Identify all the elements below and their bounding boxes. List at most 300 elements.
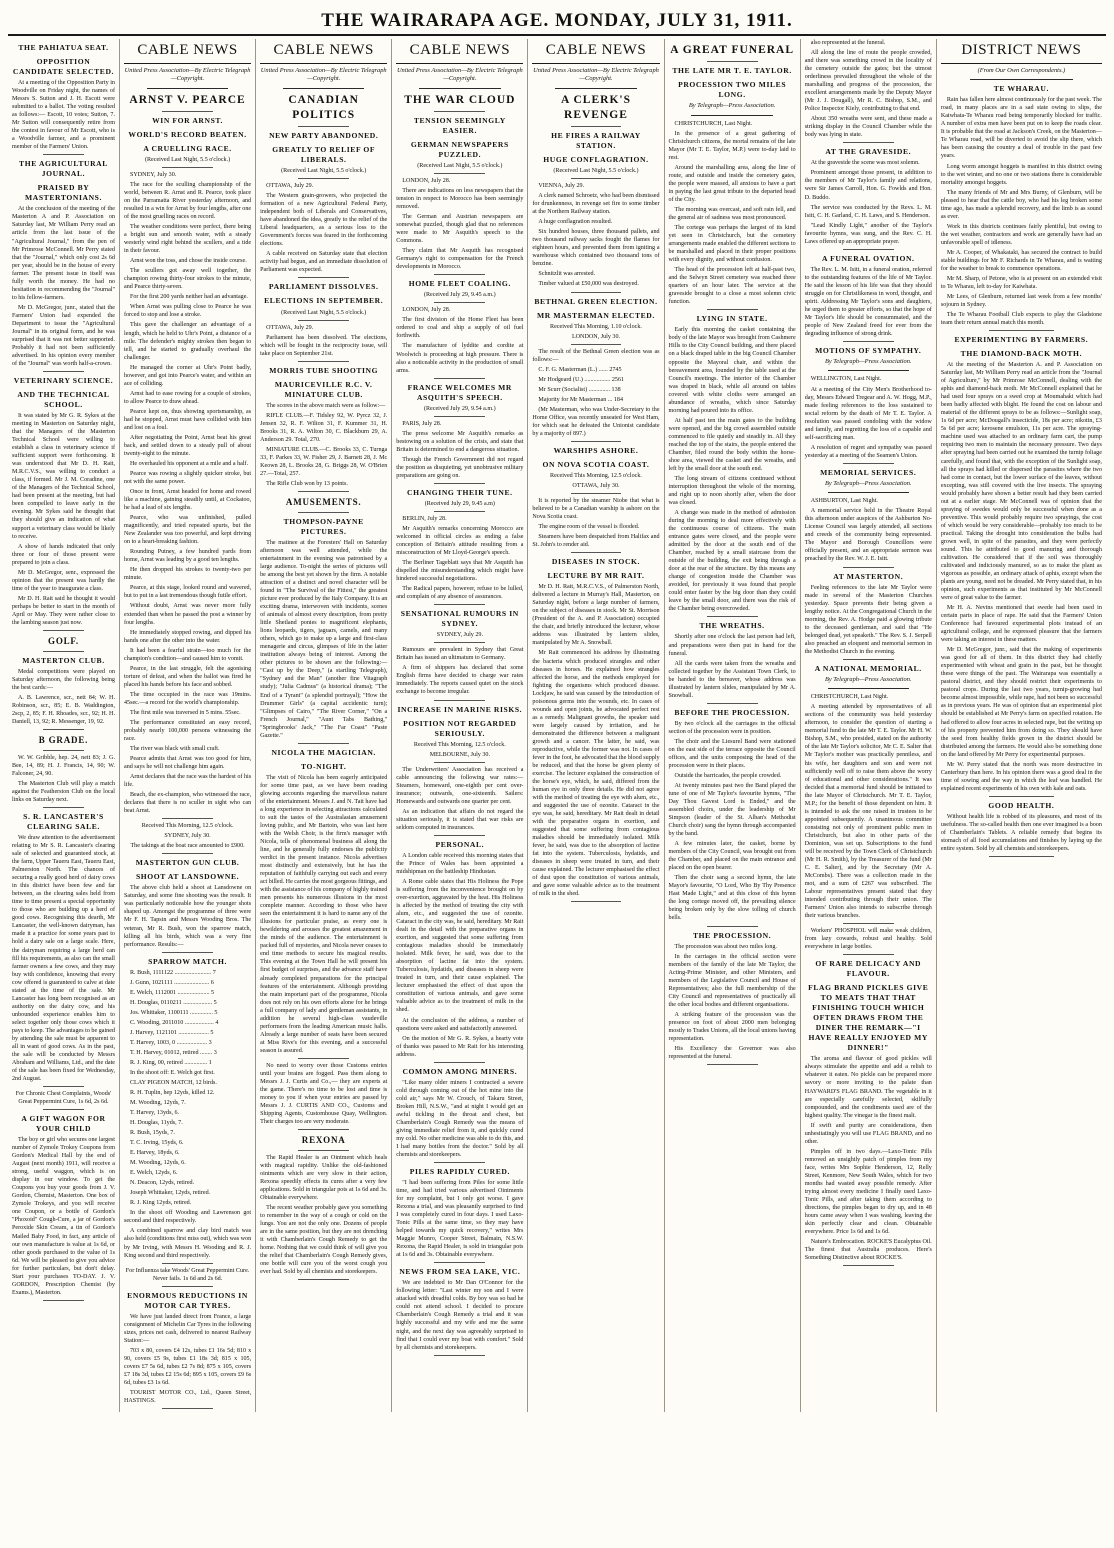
divider bbox=[707, 309, 758, 310]
article-paragraph: Received This Morning, 12.5 o'clock. bbox=[141, 823, 234, 830]
article-paragraph: OTTAWA, July 29. bbox=[266, 183, 314, 190]
divider bbox=[434, 274, 485, 275]
headline-secondary: REXONA bbox=[301, 1135, 346, 1146]
divider bbox=[434, 1162, 485, 1163]
subheading: ON NOVA SCOTIA COAST. bbox=[542, 459, 650, 469]
section-masthead: CABLE NEWS bbox=[396, 41, 523, 64]
article-paragraph: Mr Lees, of Glenburn, returned last week from a few months' sojourn in Sydney. bbox=[940, 293, 1102, 309]
article-paragraph: For Chronic Chest Complaints, Woods' Great Peppermint Cure, 1s 6d, 2s 6d. bbox=[15, 1091, 112, 1106]
subheading: LYING IN STATE. bbox=[696, 314, 768, 324]
article-paragraph: The takings at the boat race amounted to £900. bbox=[130, 843, 245, 850]
article-paragraph: Mr Asquith's remarks concerning Morocco are welcomed in official circles as ending a false conception of Britain's attitude resulting from a misconstruction of Mr Lloyd-George's speech. bbox=[396, 525, 524, 557]
article-paragraph: SYDNEY, July 29. bbox=[436, 632, 483, 639]
subheading: A NATIONAL MEMORIAL. bbox=[814, 663, 922, 673]
article-paragraph: A meeting attended by representatives of all sections of the community was held yesterday afternoon, to consider the question of starting a memorial fund to the late Mr T. E. Taylor. Mr H. W. Bishop, S.M., who presided, stated on the authority of the late Mr Taylor's solicitor, Mr C. E. Salter that Mr Taylor's mother was practically penniless, and his wife, her daughters and son and were not sufficiently well off to raise them above the worry of educational and other considerations." It was decided that a memorial fund should be initiated to the late Mayor of Christchurch. Mr T. E. Taylor, M.P.; for the benefit of those dependent on him. It is intended to ask the one raised in trustees to be appointed subsequently. A unanimous committee consisting not only of prominent public men in Christchurch, but also in other parts of the Dominion, was set up. Subscriptions to the fund will be received by the Town Clerk of Christchurch (Mr H. R. Smith), by the Treasurer of the fund (Mr C. E. Salter), and by the Secretary (Mr A. McCombs). There was a collection made in the mot, and a sum of £267 was subscribed. The Labour representatives present stated that they intended contributing through their union. The Farmers' Union also intends to subscribe through their various branches. bbox=[804, 704, 932, 920]
article-paragraph: It is reported by the steamer Niobe that what is believed to be a Canadian warship is ashore on the Nova Scotia coast. bbox=[532, 498, 660, 521]
divider bbox=[843, 567, 894, 568]
divider bbox=[843, 659, 894, 660]
article-paragraph: Rumours are prevalent in Sydney that Great Britain has issued an ultimatum to Germany. bbox=[396, 647, 524, 662]
article-paragraph: OTTAWA, July 29. bbox=[266, 324, 314, 331]
article-paragraph: Workers' PHOSPHOL will make weak children, from lazy cowards, robust and healthy. Sold everywhere in large bottles. bbox=[804, 928, 932, 951]
article-paragraph: Mr D. McGregor, junr., said that the making of experiments was good for all of them. In this district they had chiefly experimented with wheat and grain in the past, but he thought these were things of the past. The Wairarapa was essentially a pastoral district, and they should restrict their experiments to pastoral crops. During the last two years, turnip-growing had become almost impossible, while rape, had not been so successful as in previous years. He was of opinion that an experimental plot should be established at Mr Perry's farm on specified rotation. He had offered to allow four acres in selected rape, but the writing up of his property prevented him from doing so. They should have the seed from healthy fields grown in the district should be distributed among the farmers. He would also be something done on the land offered by Mr Perry for experimental purposes. bbox=[940, 647, 1102, 758]
article-paragraph: T. Harvey, 13yds, 6. bbox=[129, 1110, 180, 1117]
headline-primary: THE WAR CLOUD bbox=[404, 93, 516, 106]
section-credit: (From Our Own Correspondents.) bbox=[977, 66, 1066, 74]
columns-container bbox=[8, 39, 1106, 1412]
divider bbox=[434, 173, 485, 174]
article-paragraph: A clerk named Schroetz, who had been dismissed for drunkenness, in revenge set fire to some timber at the Northern Railway station. bbox=[532, 193, 660, 216]
divider bbox=[147, 88, 228, 89]
article-paragraph: At a meeting of the Opposition Party in Woodville on Friday night, the names of Messrs S. Sutton and J. H. Escott were submitted to a ballot. The voting resulted as follows:— Escott, 10 votes; Sutton, 7. Mr Sutton will consequently retire from the contest in favour of Mr Escott, who is a Woodville farmer, and a prominent member of the Farmers' Union. bbox=[12, 80, 115, 151]
article-paragraph: This gave the challenger an advantage of a length, which he held to Uhr's Point, a distance of a mile. The defender's mighty strokes then began to tell, and he started to gradually overhaul the challenger. bbox=[123, 322, 252, 361]
article-paragraph: The Underwriters' Association has received a cable announcing the following war rates:— Steamers, homeward, one-eighth per cent over-insurance; outwards, one-sixteenth. Sailers: Homewards and outwards one quarter per cent. bbox=[396, 766, 524, 805]
subheading: SENSATIONAL RUMOURS IN SYDNEY. bbox=[400, 609, 519, 629]
article-paragraph: Received This Morning, 12.5 o'clock. bbox=[550, 472, 642, 479]
article-paragraph: A few minutes later, the casket, borne by members of the City Council, was brought out from the Chamber, and placed on the main entrance and placed on the open bearer. bbox=[668, 841, 796, 872]
article-paragraph: TOURIST MOTOR CO., Ltd., Queen Street, HASTINGS. bbox=[123, 1389, 252, 1404]
headline-secondary: AMUSEMENTS. bbox=[285, 497, 362, 508]
article-paragraph: He managed the corner at Uhr's Point badly, however, and got into Pearce's water, and within an ace of colliding. bbox=[123, 364, 252, 387]
subheading: LECTURE BY MR RAIT. bbox=[547, 571, 645, 581]
divider bbox=[843, 341, 894, 342]
article-paragraph: T. C. Irving, 15yds, 6. bbox=[129, 1140, 184, 1147]
article-paragraph: Nature's Embrocation. ROCKE'S Eucalyptus Oil. The finest that Australia produces. Here's Something Distinctive about ROCKE'S. bbox=[804, 1239, 932, 1262]
article-paragraph: After negotiating the Point, Arnst beat his great back, and settled down to a steady pull of about twenty-eight to the minute. bbox=[123, 434, 252, 457]
article-paragraph: C. F. G. Masterman (L.) ...... 2745 bbox=[538, 366, 622, 373]
subheading: SHOOT AT LANSDOWNE. bbox=[135, 872, 240, 882]
article-paragraph: The aroma and flavour of good pickles will always stimulate the appetite and add a relish to whatever it eaten. No pickle can be prepared more savory or more inviting to the palate than HAYWARD'S FLAG BRAND. The vegetable in it are especially carefully selected, skilfully compounded, and the condiments used are of the highest quality. The vinegar is the finest malt. bbox=[804, 1056, 932, 1119]
article-paragraph: At the graveside the scene was most solemn. bbox=[810, 160, 920, 167]
article-paragraph: "Like many older miners I contracted a severe cold through coming out of the hot mine into the cold air," says Mr W. Crouch, of Takaru Street, Broken Hill, N.S.W., "and at night I would get an awful tickling in the throat and chest, but Chamberlain's Cough Remedy was the means of giving immediate relief from it, and quickly cured my cold. No other medicine was able to do this, and I had many bottles from the doctor." Sold by all chemists and storekeepers. bbox=[396, 1079, 524, 1158]
divider bbox=[843, 923, 894, 924]
article-paragraph: The Berliner Tageblatt says that Mr Asquith has dispelled the misunderstanding which might have hindered successful negotiations. bbox=[396, 560, 524, 583]
article-paragraph: ASHBURTON, Last Night. bbox=[810, 498, 878, 505]
column-1 bbox=[8, 39, 120, 1412]
article-paragraph: Mr Scurr (Socialist) .............. 138 bbox=[538, 386, 621, 393]
subheading: OPPOSITION CANDIDATE SELECTED. bbox=[12, 57, 115, 77]
article-paragraph: No need to worry over those Customs entries until your brains are fogged. Pass them along to Messrs J. J. Curtis and Co.,— they are experts at the game. There's no time to be lost and time is money to you if when your entries are passed by Messrs J. J. CURTIS AND CO., Customs and Shipping Agents, Customhouse Quay, Wellington. Their charges too are very moderate. bbox=[260, 1062, 388, 1126]
article-paragraph: The service was conducted by the Revs. L. M. Isitt, C. H. Garland, C. H. Laws, and S. Henderson. bbox=[804, 204, 932, 219]
divider bbox=[707, 61, 758, 62]
divider bbox=[162, 1263, 213, 1264]
subheading: AT THE GRAVESIDE. bbox=[825, 147, 912, 157]
divider bbox=[843, 142, 894, 143]
divider bbox=[434, 302, 485, 303]
divider bbox=[162, 167, 213, 168]
divider bbox=[43, 1086, 84, 1087]
divider bbox=[828, 688, 909, 689]
subheading: NEW PARTY ABANDONED. bbox=[269, 131, 379, 141]
article-paragraph: The many friends of Mr and Mrs Burny, of Glenburn, will be pleased to hear that the cattle boy, who had his leg broken some time ago, has made a splendid recovery, and the limb is as sound as ever. bbox=[940, 189, 1102, 220]
article-paragraph: The matinee at the Foresters' Hall on Saturday afternoon was well attended, while the entertainment in the evening was patronised by a large audience. To-night the series of pictures will be among the best yet shown by the firm. A notable attraction of a distinct and novel character will be found in "The Survival of the Fittest," the greatest picture ever produced by the Italy Company. It is an exciting drama, interwoven with incidents, scenes of animals of almost every description, from pretty little Shetland ponies to magnificent elephants, lions leopards, tigers, jaguars, camels, and many others, which go to make up a large and first-class menagerie and circus, glimpses of life in the latter institution always being of interest. Among the other pictures to be shown are the following:— "Cast up by the Deep," (a startling Telegraph), "Sydney and the Man" (another fine Vitagraph study); "Julia Cadmus" (a historical drama); "The End of a Tyrant" (a splendid portrayal); "How the Drummer Girls" (a capital accidentic turn); "Glimpses of Cairo," "The River Corner," "On a French Journal," "Aunt Tabs Bathing," "Springbrooks' Jack," "The Far Coast" "Paste Gazette." bbox=[260, 539, 388, 739]
divider bbox=[571, 126, 622, 127]
divider bbox=[298, 277, 349, 278]
article-paragraph: CHRISTCHURCH, Last Night. bbox=[810, 694, 889, 701]
article-paragraph: The scores in the above match were as follow:— bbox=[266, 402, 386, 409]
article-paragraph: R. J. King, 00, retired ............... 1 bbox=[129, 1059, 212, 1066]
divider bbox=[434, 511, 485, 512]
article-paragraph: Pearce was rowing a slightly quicker stroke, but not with the same power. bbox=[123, 471, 252, 486]
section-credit: By Telegraph—Press Association. bbox=[824, 675, 912, 683]
article-paragraph: The first mile was traversed in 5 mins. 55sec. bbox=[129, 709, 241, 716]
subheading: ENORMOUS REDUCTIONS IN MOTOR CAR TYRES. bbox=[127, 1290, 248, 1310]
subheading: THE WREATHS. bbox=[699, 621, 765, 631]
subheading: MASTERTON CLUB. bbox=[22, 655, 105, 665]
article-paragraph: H. Douglas, 0110211 ................... 5 bbox=[129, 999, 217, 1006]
divider bbox=[298, 1279, 349, 1280]
article-paragraph: We are indebted to Mr Dan O'Connor for the following letter: "Last winter my son and I were attacked with dreadful colds. By boy was so bad he could not attend school. I decided to procure Chamberlain's Cough Remedy a trial and it was highly successful and my wife and me the same night, and the next day was agreeably surprised to find that I could ever my boat with comfort." Sold by all chemists and storekeepers. bbox=[396, 1280, 524, 1351]
article-paragraph: A Rome cable states that His Holiness the Pope is suffering from the inconvenience brought on by over-exertion, aggravated by the heat. His Holiness is affected by the method of treating the city with alum, etc., and suggested the use of ozonite. Cataract in the city was, he said, hereditary. Mr Rait dealt in the detail with the preparative organs in exertion, and suggested that some suffering from contagious maladies should be immediately isolated. Milk fever, he said, was due to the absorption of lactine fat into the system. Tuberculosis, hydatids, and diseases in sheep were treated in turn, and their cause explained. The lecturer emphasised the effect of dust upon the constitution of various animals, and gave some valuable advice as to the treatment of milk in the shed. bbox=[396, 878, 524, 1014]
article-paragraph: Arnst won the toss, and chose the inside course. bbox=[129, 258, 247, 265]
article-paragraph: C. Wooding, 2011010 ................... 4 bbox=[129, 1019, 219, 1026]
divider bbox=[434, 700, 485, 701]
section-credit: United Press Association—By Electric Telegraph—Copyright. bbox=[396, 66, 523, 83]
subheading: AT MASTERTON. bbox=[833, 571, 904, 581]
divider bbox=[162, 1286, 213, 1287]
article-paragraph: A cable received on Saturday state that election activity had begun, and an immediate dissolution of Parliament was expected. bbox=[260, 251, 388, 274]
subheading: MOTIONS OF SYMPATHY. bbox=[815, 346, 922, 355]
article-paragraph: The race for the sculling championship of the world, between R. Arnst and R. Pearce, took place on the Parramatta River yesterday afternoon, and resulted in a win for Arnst by four lengths, after one of the most gruelling races on record. bbox=[123, 181, 252, 221]
article-paragraph: PARIS, July 28. bbox=[402, 420, 442, 427]
article-paragraph: Mr W. Perry stated that the north was more destructive in Canterbury than here. In his opinion there was a good deal in the time of sowing and the way in which the leaf was handled. He explained recent experiments of his own with kale and oats. bbox=[940, 761, 1102, 792]
divider bbox=[434, 416, 485, 417]
article-paragraph: He immediately stopped rowing, and dipped his hands one after the other into the water. bbox=[123, 629, 252, 644]
article-paragraph: The visit of Nicola has been eagerly anticipated for some time past, as we have been reading glowing accounts regarding the marvellous nature of the entertainment. Messrs J. and N. Tait have had a long experience in selecting attractions calculated to suit the tastes of the Australasian amusement loving public, and Mr Bartoin, who was last here with the Welsh Choir, is the firm's manager with Nicola, tells of phenomenal business all along the line, and he generally fully endorses the publicity verdict in the present instance. Nicola advertises most distinctly and extensively, but he has the reputation of faithfully carrying out each and every act billed. He carries the most gorgeous fittings, and with the assistance of his company of highly trained men presents his numerous illusions in the most complete manner. According to those who have seen the entertainment it is hard to name any of the illusions for particular praise, as every one is bewildering and arouses the greatest amazement in the minds of the audience. The entertainment is packed full of mysteries, and Nicola never ceases to end time methods to secure his magical results. This evening at the Town Hall he will present his first budget of surprises, and the advance staff have already completed preparations for the principal features of the entertainment. Although providing the main important part of the programme, Nicola does not rely on his own efforts alone for he brings a full company of lady and gentleman assistants, in addition he several high-class vaudeville performers from the leading American music halls. Already a large number of seats have been secured at Miss Rive's for this evening, and a successful season is assured. bbox=[260, 774, 388, 1054]
subheading: PRAISED BY MASTERTONIANS. bbox=[25, 183, 102, 203]
subheading: HOME FLEET COALING. bbox=[408, 279, 511, 289]
divider bbox=[707, 1064, 758, 1065]
article-paragraph: At twenty minutes past two the Band played the tune of one of Mr Taylor's favourite hymns, "The Day Thou Gavest Lord is Ended," and the assembled choirs, under the leadership of Mr Simpson (leader of the St. Alban's Methodist Church choir) sang the hymn through accompanied by the band. bbox=[668, 782, 796, 838]
article-paragraph: Mr Hodgeard (U.) ................. 2561 bbox=[538, 376, 625, 383]
article-paragraph: At half past ten the main gates to the building were opened, and the big crowd assembled outside commenced to file quietly and steadily in. All they reached the top of the stairs, the people entered the Chamber, filed round the body within the horse-shoe area, viewed the casket and the wreaths, and left by the small door at the south end. bbox=[668, 417, 796, 472]
subheading: CHANGING THEIR TUNE. bbox=[407, 487, 513, 497]
article-paragraph: Without health life is robbed of its pleasures, and most of its usefulness. The so-called health then one ever imagined is a boon of Chamberlain's Tablets. A reliable remedy that begins its stomach of all food accumulations and finishes by laying up the entire system. Sold by all chemists and storekeepers. bbox=[940, 813, 1102, 852]
subheading: A FUNERAL OVATION. bbox=[821, 253, 915, 263]
article-paragraph: Mr A. Cooper, of Whakataki, has secured the contract to build stable buildings for Mr F. Richards in Te Wharau, and is waiting for the weather to break to commence operations. bbox=[940, 249, 1102, 272]
divider bbox=[43, 807, 84, 808]
headline-secondary: GOLF. bbox=[48, 635, 79, 646]
subheading: HE FIRES A RAILWAY STATION. bbox=[551, 131, 641, 151]
article-paragraph: The procession was about two miles long. bbox=[674, 943, 777, 950]
article-paragraph: also represented at the funeral. bbox=[810, 40, 886, 46]
article-paragraph: For Influenza take Woods' Great Peppermint Cure. Never fails. 1s 6d and 2s 6d. bbox=[125, 1267, 250, 1282]
article-paragraph: All along the line of route the people crowded, and there was something crowd in the locality of the cemetery outside the gates; but the utmost orderliness prevailed throughout the whole of the marshalling and progress of the procession, the excellent arrangements made by the Deputy Mayor (Mr J. J. Dougall), Mr R. C. Bishop, S.M., and Police Inspector Kiely, contributing to that end. bbox=[804, 50, 932, 113]
divider bbox=[43, 750, 84, 751]
article-paragraph: R. Bush, 1111122 ........................ 7 bbox=[129, 969, 216, 976]
divider bbox=[843, 954, 894, 955]
subheading: MR MASTERMAN ELECTED. bbox=[537, 310, 655, 320]
divider bbox=[707, 703, 758, 704]
article-paragraph: The scullers got away well together, the champion rowing thirty-four strokes to the minute, and Pearce thirty-seven. bbox=[123, 268, 252, 291]
article-paragraph: "I had been suffering from Piles for some little time, and had tried various advertised Ointments for my complaint, but I only got worse. I gave Rexona a trial, and was pleasantly surprised to find I was completely cured in four days. I used Laxo-Tonic Pills at the same time, so they may have helped towards my quick recovery," writes Mrs Maggie Munro, Cooper Street, Balmain, N.S.W. Rexona, the Rapid Healer, is sold in triangular pots at 1s 6d and 3s. Obtainable everywhere. bbox=[396, 1180, 524, 1259]
article-paragraph: Pearce admits that Arnst was too good for him, and says he will not challenge him again. bbox=[123, 756, 252, 771]
column-3 bbox=[256, 39, 392, 1412]
subheading: MORRIS TUBE SHOOTING bbox=[269, 365, 379, 375]
divider bbox=[43, 371, 84, 372]
divider bbox=[989, 330, 1053, 331]
subheading: BEFORE THE PROCESSION. bbox=[674, 707, 790, 717]
article-paragraph: The choir and the Liesurel Band were stationed on the east side of the terrace opposite the Council offices, and the units composing the head of the procession were in their places. bbox=[668, 738, 796, 769]
article-paragraph: R. H. Tuplin, hep 12yds, killed 12. bbox=[129, 1090, 215, 1096]
subheading: THOMPSON-PAYNE PICTURES. bbox=[283, 516, 364, 536]
article-paragraph: 703 x 80, covers £4 12s, tubes £1 16s 5d; 810 x 90, covers £5 9s, tubes £1 18s 3d; 815 x 105, covers £7 5s 6d, tubes £2 7s 8d; 875 x 105, covers £7 18s 3d, tubes £2 15s 6d; 895 x 105, covers £9 6s 6d, tubes £3 1s 6d. bbox=[123, 1347, 252, 1386]
article-paragraph: Mr H. A. Nevins mentioned that swede had been used in certain parts in place of rape. He said that the Farmers' Union Conference had favoured experimental plots instead of an agricultural college, and he expressed pleasure that the farmers were taking an interest in these matters. bbox=[940, 605, 1102, 644]
divider bbox=[571, 552, 622, 553]
article-paragraph: E. Welch, 12yds, 6. bbox=[129, 1170, 178, 1177]
article-paragraph: A combined sparrow and clay bird match was also held (conditions first miss out), which was won by Mr Irving, with Messrs H. Wooding and R. J. King second and third respectively. bbox=[123, 1228, 252, 1259]
subheading: PERSONAL. bbox=[435, 839, 485, 849]
article-paragraph: VIENNA, July 29. bbox=[538, 183, 585, 190]
section-credit: By Telegraph—Press Association. bbox=[824, 479, 912, 487]
article-paragraph: The Rapid Healer is an Ointment which heals with magical rapidity. Unlike the old-fashioned ointments which are very slow in their action, Rexona speedily effects its cures after a very few applications. Sold in triangular pots at 1s 6d and 3s. Obtainable everywhere. bbox=[260, 1154, 388, 1202]
subheading: S. R. LANCASTER'S CLEARING SALE. bbox=[23, 812, 104, 832]
article-paragraph: R. J. King 12yds, retired. bbox=[129, 1200, 192, 1207]
column-5 bbox=[528, 39, 664, 1412]
divider bbox=[43, 630, 84, 631]
article-paragraph: Jos. Whittaker, 1100111 ............... 5 bbox=[129, 1009, 218, 1016]
article-paragraph: About 350 wreaths were sent, and these made a striking display in the Council Chamber while the body was lying in state. bbox=[804, 116, 932, 139]
divider bbox=[298, 126, 349, 127]
article-paragraph: The performance constituted an easy record, probably nearly 100,000 persons witnessing the race. bbox=[123, 719, 252, 742]
article-paragraph: The boy or girl who secures one largest number of Zymole Trokey Coupons from Gordon's Medical Hall by the end of August (next month) 1911, will receive a strong, useful waggon, which is on display in our window. To get the Coupons you buy your goods from J. V. Gordon, Chemist, Masterton. One box of Zymole Trokeys, and you will receive one Coupon, or a bottle of Gordon's "Phoxoid" Cough-Cure, a jar of Gordon's Peroxide Skin Cream, a tin of Gordon's Mailed Baby Food, in fact, any article of our own manufacture is value at 1s 6d, or other goods purchased to the value of 1s 6d. We will be pleased to give you advice for further particulars, but don't delay. Start your purchases TO-DAY. J. V. GORDON, Prescription Chemist (by Exams.), Masterton. bbox=[12, 1137, 115, 1296]
article-paragraph: Pearce, in the last struggle, felt the agonising torture of defeat, and when the ballot was fired he placed his hands before his face and sobbed. bbox=[123, 665, 252, 688]
article-paragraph: Beach, the ex-champion, who witnessed the race, declares that there is no sculler in sight who can beat Arnst. bbox=[123, 792, 252, 815]
section-masthead: DISTRICT NEWS bbox=[941, 41, 1102, 64]
subheading: BETHNAL GREEN ELECTION. bbox=[534, 296, 658, 306]
article-paragraph: WELLINGTON, Last Night. bbox=[810, 376, 882, 383]
article-paragraph: Feeling references to the late Mr Taylor were made in several of the Masterton Churches yesterday. Space prevents their being given a lengthy notice. At the Congregational Church in the morning, the Rev. A. Hodge paid a glowing tribute to the deceased gentleman, and said that "He belonged dead, yet speaketh." The Rev. S. J. Serpell also preached an eloquent and memorial sermon in the Methodist Church in the evening. bbox=[804, 584, 932, 655]
column-7 bbox=[801, 39, 937, 1412]
article-paragraph: Work in this districts continues fairly plentiful, but owing to the wet weather, contractors and work are generally have had an unfavorable spell of idleness. bbox=[940, 223, 1102, 246]
subheading: PROCESSION TWO MILES LONG. bbox=[678, 80, 787, 100]
subheading: THE LATE MR T. E. TAYLOR. bbox=[672, 66, 792, 76]
subheading: COMMON AMONG MINERS. bbox=[402, 1066, 518, 1076]
subheading: WIN FOR ARNST. bbox=[152, 115, 224, 125]
article-paragraph: Pimples off in two days.—Laxo-Tonic Pills removed an unsightly patch of pimples from my face, writes Mrs Sophie Henderson, 12, Relly Street, Kenmore, New South Wales, which for two months had wasted away possible remedy. After trying almost every medicine I finally used Laxo-Tonic Pills, and after taking them according to directions, the pimples began to dry up, and in 48 hours came away when I was washing, leaving the skin perfectly clear and clean. Obtainable everywhere. Price 1s 6d and 1s 6d. bbox=[804, 1148, 932, 1236]
article-paragraph: Mr D. McGregor, junr., stated that the Farmers' Union had expended the Department to issue the "Agricultural Journal" in its original form, and he was surprised that it was not better supported. Probably it had not been sufficiently advertised. In his opinion every member of the "Journal" was worth half-a-crown. bbox=[12, 304, 115, 367]
article-paragraph: Rain has fallen here almost continuously for the past week. The road, in many places are in a sad state owing to slips, the Kaiwhata-Te Wharau road being temporarily blocked for traffic. A number of extra men have been put on to keep the roads clear. It is probable that the road at Jackson's Creek, on the Masterton—Te Wharau road, will be diverted to avoid the slip there, which has been causing the country a deal of trouble in the past few years. bbox=[940, 97, 1102, 160]
article-paragraph: A. B. Lawrence, scr., nett 84; W. H. Robinson, scr., 85; E. B. Waddington, 2scp, 2, 85; F. H. Rhoades, scr., 92; H. H. Daniell, 13, 92; R. Messenger, 19, 92. bbox=[12, 694, 115, 725]
article-paragraph: In the shoot off Wooding and Lawrenson got second and third respectively. bbox=[123, 1210, 252, 1225]
column-6 bbox=[665, 39, 801, 1412]
article-paragraph: We draw attention to the advertisement relating to Mr S. R. Lancaster's clearing sale of selected and guaranteed stock, at the farm, Upper Taueru East, Taueru East, Palmerston North. The chances of securing a really good herd of dairy cows in this district have been few and far between, as the clearing sales held from time to time present a special opportunity to those who are building up a herd of good cows. Recognising this dearth, Mr Lancaster, the well-known dairyman, has made it a practice for some years past to hold a dairy sale on a large scale. Here, the dairyman requiring a large herd can fill his requirements, as also can the small farmer owners a few cows, and they may buy with confidence, knowing that every cow offered is guaranteed to calve at date stated at the time of the sale. Mr Lancaster has long been recognised as an authority on the dairy cow, and his unbounded experience enables him to select together only those cows which it pays to keep. The advantages to be gained by attending the sale must be apparent to all in want of good cows. As in the past, the sale will be conducted by Messrs Abraham and Williams, Ltd., and the date of the sale has been fixed for Wednesday, 2nd August. bbox=[12, 835, 115, 1083]
subheading: AND THE TECHNICAL SCHOOL. bbox=[17, 390, 110, 410]
divider bbox=[298, 1129, 349, 1130]
article-paragraph: T. Harvey, 1003, 0 .................... 3 bbox=[129, 1039, 212, 1046]
article-paragraph: N. Deacon, 12yds, retired. bbox=[129, 1180, 195, 1187]
article-paragraph: Arnst had to ease rowing for a couple of strokes, to allow Pearce to draw ahead. bbox=[123, 390, 252, 405]
article-paragraph: A London cable received this morning states that the Prince of Wales has been appointed a midshipman on the battleship Hindustan. bbox=[396, 852, 524, 875]
subheading: TE WHARAU. bbox=[993, 84, 1049, 94]
divider bbox=[571, 493, 622, 494]
subheading: FRANCE WELCOMES MR ASQUITH'S SPEECH. bbox=[407, 382, 512, 402]
divider bbox=[989, 856, 1053, 857]
article-paragraph: The morning was overcast, and soft rain fell, and the general air of sadness was most pronounced. bbox=[668, 206, 796, 222]
article-paragraph: At the conclusion of the address, a number of questions were asked and satisfactorily answered. bbox=[396, 1017, 524, 1032]
divider bbox=[843, 249, 894, 250]
article-paragraph: We have just landed direct from France, a large consignment of Michelin Car Tyres in the following sizes, prices net cash, delivered to nearest Railway Station:— bbox=[123, 1313, 252, 1344]
article-paragraph: Pearce, who was unfinished, pulled magnificently, and tried repeated spurts, but the New Zealander was too powerful, and kept driving on to a heart-breaking fashion. bbox=[123, 515, 252, 546]
subheading: GREATLY TO RELIEF OF LIBERALS. bbox=[272, 145, 376, 165]
subheading: A GIFT WAGON FOR YOUR CHILD bbox=[21, 1114, 106, 1134]
article-paragraph: For the first 200 yards neither had an advantage. bbox=[129, 294, 248, 301]
article-paragraph: CHRISTCHURCH, Last Night. bbox=[674, 120, 753, 127]
divider bbox=[434, 762, 485, 763]
article-paragraph: A striking feature of the procession was the presence on foot of about 2000 men belonging mostly to Trades Unions, all the local unions having representation. bbox=[668, 1011, 796, 1042]
article-paragraph: Medal competitions were played on Saturday afternoon, the following being the best cards:— bbox=[12, 668, 115, 691]
divider bbox=[843, 1265, 894, 1266]
divider bbox=[434, 1062, 485, 1063]
article-paragraph: The result of the Bethnal Green election was as follows:— bbox=[532, 348, 660, 363]
divider bbox=[162, 111, 213, 112]
subheading: POSITION NOT REGARDED SERIOUSLY. bbox=[403, 718, 517, 738]
article-paragraph: As an indication that affairs do not regard the situation seriously, it is stated that war risks are seldom computed in insurances. bbox=[396, 808, 524, 831]
article-paragraph: Though the French Government did not regard the position as disquieting, yet unobtrusive military preparations are going on. bbox=[396, 456, 524, 479]
article-paragraph: At the meeting of the Masterton A. and P. Association on Saturday last, Mr William Perry read an article from the "Journal of Agriculture," by Mr Primrose McConnell, dealing with the aphis and diamond-back moth. Mr McConnell explained that he had used four sprays on a swed crop at Moumahaki which had been badly affected with blight. He found the cost on labour and material of the different sprays to be as follows:—Sunlight soap, 1s 6d per acre; McDougall's insecticide, 18s per acre; nikotin, £3 5s 6d per acre; kerosene emulsion, 11s per acre. The spraying-machine used was attached to an ordinary farm cart, the pump requiring two men to maintain the necessary pressure. Two days after spraying had been carried out he examined the turnip foliage carefully, and found that, with the exception of the Sunlight soap, all the sprays had killed or dispersed the parasites where the two had come in contact, but the lower surface of the leaves, without excepting, was still covered with the live insects. The spraying would probably have shown a better result had they been carried out at a earlier stage. Mr McConnell was of opinion that the spraying of swedes would only be successful when done as a preventive. This would probably require two sprayings, the cost of which would be very considerable—probably too much to be practical. Taking the drought into consideration the bulbs had grown well, in spite of the parasites, and they were perfectly sound. This he attributed to good manuring and thorough cultivation. He considered that if the soil was thoroughly cultivated and indiciously manured, so as to make the plant as vigorous as possible, an ordinary attack of aphis, except when the plants are young, need not be dreaded. Mr Perry stated that, in his opinion, such experiments as that instituted by Mr McConnell were of great value to the farmer. bbox=[940, 362, 1102, 602]
article-paragraph: Parliament has been dissolved. The elections, which will be fought in the reciprocity issue, will take place on September 21st. bbox=[260, 334, 388, 357]
article-paragraph: His Excellency the Governor was also represented at the funeral. bbox=[668, 1045, 796, 1060]
article-paragraph: The engine room of the vessel is flooded. bbox=[538, 524, 640, 531]
divider bbox=[434, 604, 485, 605]
article-paragraph: "Lead Kindly Light," another of the Taylor's favourite hymns, was sung, and the Rev. C. H. Laws offered up an appropriate prayer. bbox=[804, 222, 932, 245]
article-paragraph: The Western grain-growers, who projected the formation of a new Agricultural Federal Party, independent both of Liberals and Conservatives, have abandoned the idea, greatly to the relief of the Liberal headquarters, as a serious loss to the Government's forces was feared in the forthcoming elections. bbox=[260, 193, 388, 248]
article-paragraph: SYDNEY, July 30. bbox=[164, 833, 211, 840]
article-paragraph: SYDNEY, July 30. bbox=[129, 171, 177, 178]
article-paragraph: Mr D. H. Rait said he thought it would perhaps be better to start in the month of April or May. They were rather close to the lambing season just now. bbox=[12, 595, 115, 626]
article-paragraph: The weather conditions were perfect, there being a bright sun and smooth water, with a steady westerly wind right behind the scullers, and a tide in their favour. bbox=[123, 224, 252, 255]
headline-primary: A GREAT FUNERAL bbox=[670, 44, 795, 56]
article-paragraph: MINIATURE CLUB.—C. Brooks 33, C. Turnga 33, F. Parkes 33, W. Fisher 29, J. Barnett 28, J. Mc Keown 28, L. Brooks 28, G. Briggs 28, W. O'Brien 27.—Total, 257. bbox=[260, 446, 388, 477]
article-paragraph: (Received Last Night, 5.5 o'clock.) bbox=[281, 168, 367, 175]
article-paragraph: RIFLE CLUB.—F. Tidsley 92, W. Pyrcz 32, J. Jensen 32, R. F. Wilton 31, F. Kummer 31, H. Brooks 31, R. A. Wilton 30, C. Blackburn 29, A. Anderson 29. Total, 270. bbox=[260, 412, 388, 443]
divider bbox=[43, 729, 84, 730]
section-masthead: CABLE NEWS bbox=[532, 41, 659, 64]
divider bbox=[571, 901, 622, 902]
article-paragraph: Long worm amongst hoggets is manifest in this district owing to the wet winter, and no one or two stations there is considerable mortality amongst hoggets. bbox=[940, 163, 1102, 186]
article-paragraph: By two o'clock all the carriages in the official section of the procession were in position. bbox=[668, 720, 796, 735]
subheading: WORLD'S RECORD BEATEN. bbox=[128, 129, 247, 139]
article-paragraph: Then the choir sang a second hymn, the late Mayor's favourite, "O Lord, Who By Thy Presence Hast Made Light," and at this close of this hymn the long cortege moved off, the prevailing silence being broken only by the slow tolling of church bells. bbox=[668, 875, 796, 922]
column-4 bbox=[392, 39, 528, 1412]
article-paragraph: Received This Morning, 12.5 o'clock. bbox=[413, 741, 506, 748]
divider bbox=[989, 796, 1053, 797]
article-paragraph: All the cards were taken from the wreaths and collected together by the Assistant Town Clerk, to be handed to the bereaver, whose address was illustrated by lantern slides, manipulated by Mr A. Snowball. bbox=[668, 660, 796, 699]
subheading: THE PROCESSION. bbox=[693, 930, 772, 940]
article-paragraph: M. Wooding, 12yds, 7. bbox=[129, 1100, 186, 1107]
divider bbox=[43, 154, 84, 155]
article-paragraph: A huge conflagration resulted. bbox=[538, 219, 613, 226]
subheading: WARSHIPS ASHORE. bbox=[553, 445, 639, 455]
subheading: MEMORIAL SERVICES. bbox=[820, 467, 917, 477]
section-credit: By Telegraph—Press Association. bbox=[824, 358, 912, 366]
divider bbox=[828, 492, 909, 493]
divider bbox=[434, 111, 485, 112]
subheading: NEWS FROM SEA LAKE, VIC. bbox=[399, 1267, 521, 1277]
article-paragraph: A memorial service held in the Theatre Royal this afternoon under auspices of the Ashburton No-License Council was largely attended, all sections and creeds of the community being represented. The Mayor and Borough Councillors were officially present, and an appropriate sermon was preached by the Rev. W. J. E. Isitt. bbox=[804, 508, 932, 563]
divider bbox=[43, 1109, 84, 1110]
article-paragraph: It was stated by Mr G. R. Sykes at the meeting in Masterton on Saturday night, that the Managers of the Masterton Technical School were willing to establish a class in veterinary science if sufficient support were forthcoming. It was understood that Mr D. H. Rait, M.R.C.V.S., was willing to conduct a class, if formed. Mr J. M. Coradine, one of the Managers of the Technical School, had been present at the meeting, but had been compelled to leave early in the evening. Mr Sykes said he thought that they should give an indication of what support a veterinary class would be likely to receive. bbox=[12, 413, 115, 540]
article-paragraph: The recent weather probably gave you something to remember in the way of a cough or cold on the lungs. You are not the only one. Dozens of people are in the same position, but they are not drenching it with Chamberlain's Cough Remedy to get the home. Nothing that we could think of will give you the relief that Chamberlain's Cough Remedy gives, one bottle will cure you of the worst cough you ever had. Sold by all chemists and storekeepers. bbox=[260, 1205, 388, 1276]
article-paragraph: Around the marshalling area, along the line of route, and outside and inside the cemetery gates, the people were massed, all anxious to have a part in paying the last great tribute to the departed head of the City. bbox=[668, 164, 796, 203]
article-paragraph: (Received Last Night, 5.5 o'clock.) bbox=[417, 162, 503, 169]
article-paragraph: (Received Last Night, 5.5 o'clock.) bbox=[553, 168, 639, 175]
article-paragraph: When Arnst was pulling close to Pearce he was forced to stop and lose a stroke. bbox=[123, 304, 252, 319]
article-paragraph: A show of hands indicated that only three or four of those present were prepared to join a class. bbox=[12, 543, 115, 566]
article-paragraph: OTTAWA, July 30. bbox=[572, 482, 620, 489]
article-paragraph: H. Douglas, 11yds, 7. bbox=[129, 1120, 183, 1127]
divider bbox=[162, 853, 213, 854]
article-paragraph: Mr Rait commenced his address by illustrating the bacteria which produced strangles and other diseases in horses. He explained how strangles affected the horse, and the methods employed for fighting the organisms which produced disease. Lockjaw, he said was caused by the introduction of poisonous germs into the wounds, etc. In cases of wounds and open joints, he advocated perfect rest as a remedy. Malignant growths, the speaker said were largely caused by irritation, and he demonstrated the difference between a malignant growth and a cancer. The latter, he said, was reproductive, while the former was not. In cases of fever in the foot, he advocated that the blood supply be reduced, and that the horse be given plenty of exercise. The lecturer explained the construction of the horse's eye, which, he said, differed from the human eye in only three details. He did not agree with the method of treating the eye with alum, etc., and suggested the use of ozonite. Cataract in the eye was, he said, hereditary. Mr Rait dealt in detail with the preparative organs in exertion, and suggested that some suffering from contagious maladies should be immediately isolated. Milk fever, he said, was due to the absorption of lactine fat into the system. Tuberculosis, hydatids, and diseases in sheep were treated in turn, and their cause explained. The lecturer emphasised the effect of dust upon the constitution of various animals, and gave some valuable advice as to the treatment of milk in the shed. bbox=[532, 650, 660, 898]
subheading: PARLIAMENT DISSOLVES. bbox=[268, 282, 379, 292]
article-paragraph: (Received July 29, 9.54 a.m.) bbox=[423, 405, 496, 412]
article-paragraph: The cortege was perhaps the largest of its kind yet seen in Christchurch, but the cemetery arrangements made enabled the different sections to be marshalled and placed in their proper positions with every dignity, and without confusion. bbox=[668, 225, 796, 264]
subheading: MAURICEVILLE R.C. V. MINIATURE CLUB. bbox=[274, 379, 373, 399]
headline-primary: CANADIAN POLITICS bbox=[288, 93, 359, 121]
article-paragraph: LONDON, July 28. bbox=[402, 307, 451, 314]
subheading: GOOD HEALTH. bbox=[988, 800, 1055, 810]
subheading: VETERINARY SCIENCE. bbox=[13, 376, 114, 386]
article-paragraph: T. H. Harvey, 01012, retired ........ 3 bbox=[129, 1049, 217, 1056]
article-paragraph: Shortly after one o'clock the last person had left, and preparations were then put in hand for the funeral. bbox=[668, 634, 796, 657]
divider bbox=[434, 483, 485, 484]
article-paragraph: Pearce, at this stage, looked round and wavered, but to put in a last tremendous though futile effort. bbox=[123, 585, 252, 600]
column-2 bbox=[120, 39, 256, 1412]
article-paragraph: Rounding Putney, a few hundred yards from home, Arnst was leading by a good ten lengths. bbox=[123, 549, 252, 564]
article-paragraph: J. Gunn, 1021111 ....................... 6 bbox=[129, 979, 214, 986]
article-paragraph: At a meeting of the City Men's Brotherhood to-day, Messrs Edward Tregear and A. W. Hogg, M.P., made feeling references to the loss sustained to social reform by the death of Mr T. E. Taylor. A resolution was passed condoling with the widow and family, and regretting the loss of a capable and self-sacrificing man. bbox=[804, 386, 932, 441]
headline-primary: A CLERK'S REVENGE bbox=[560, 93, 631, 121]
article-paragraph: CLAY PIGEON MATCH, 12 birds. bbox=[129, 1079, 217, 1086]
subheading: THE PAHIATUA SEAT. bbox=[18, 43, 109, 52]
article-paragraph: W. W. Gribble, hep. 24, nett 83; J. G. Bee, 14, 89; H. J. Francis, 14, 90; W. Falconer, 24, 90. bbox=[12, 754, 115, 777]
article-paragraph: Mr M. Sharp, of Petone, who is at present on an extended visit to Te Wharau, left to-day for Kaiwhata. bbox=[940, 275, 1102, 290]
subheading: HUGE CONFLAGRATION. bbox=[543, 155, 649, 165]
article-paragraph: (Received July 29, 9.45 a.m.) bbox=[423, 292, 496, 299]
article-paragraph: (Mr Masterman, who was Under-Secretary to the Home Office, was recently unseated for West Ham, for which seat he defeated the Unionist candidate by a majority of 897.) bbox=[532, 406, 660, 437]
article-paragraph: They claim that Mr Asquith has recognised Germany's right to compensation for the French developments in Morocco. bbox=[396, 248, 524, 271]
article-paragraph: Steamers have been despatched from Halifax and St. John's to render aid. bbox=[532, 534, 660, 549]
divider bbox=[298, 1058, 349, 1059]
subheading: THE DIAMOND-BACK MOTH. bbox=[960, 349, 1083, 359]
article-paragraph: Joseph Whittaker, 12yds, retired. bbox=[129, 1190, 211, 1197]
subheading: DISEASES IN STOCK. bbox=[551, 557, 641, 567]
article-paragraph: The long stream of citizens continued without interruption throughout the whole of the morning, and right up to noon shortly after, when the door was closed. bbox=[668, 475, 796, 507]
article-paragraph: The manufacture of lyddite and cordite at Woolwich is proceeding at high pressure. There is also a noticeable activity in the production of small arms. bbox=[396, 343, 524, 374]
divider bbox=[434, 835, 485, 836]
article-paragraph: Prominent amongst those present, in addition to the members of Mr Taylor's family and relations, were Sir James Carroll, Hon. G. Fowlds and Hon. D. Buddo. bbox=[804, 170, 932, 201]
divider bbox=[434, 1355, 485, 1356]
divider bbox=[43, 1300, 84, 1301]
divider bbox=[970, 79, 1073, 80]
article-paragraph: M. Wooding, 12yds, 6. bbox=[129, 1160, 186, 1167]
article-paragraph: E. Harvey, 18yds, 6. bbox=[129, 1150, 180, 1157]
article-paragraph: BERLIN, July 28. bbox=[402, 515, 447, 522]
article-paragraph: The Rev. L. M. Isitt, in a funeral oration, referred to the outstanding features of the life of Mr Taylor. He said the lesson of his life was that they should struggle on for Christlikeness in word, thought, and spirit. Addressing Mr Taylor's sons and daughters, he urged them to greater efforts, so that the hope of Mr Taylor's life should be consummated, and the people of New Zealand freed for ever from the degrading influence of strong drink. bbox=[804, 266, 932, 337]
article-paragraph: He then dropped his strokes to twenty-two per minute. bbox=[123, 567, 252, 582]
article-paragraph: R. Bush, 15yds, 7. bbox=[129, 1130, 175, 1137]
section-credit: United Press Association—By Electric Telegraph—Copyright. bbox=[533, 66, 659, 83]
divider bbox=[434, 1262, 485, 1263]
article-paragraph: At the conclusion of the meeting of the Masterton A and P. Association on Saturday last, Mr William Perry read an article from the last issue of the "Agricultural Journal," from the pen of Mr Primrose McConnell. Mr Perry stated that the "Journal," which only cost 2s 6d per year, should be in the house of every farmer. The present issue in itself was fully worth the money. He had no hesitation in recommending the "Journal" to his fellow-farmers. bbox=[12, 206, 115, 301]
masthead-title: THE WAIRARAPA AGE. MONDAY, JULY 31, 1911. bbox=[8, 10, 1106, 36]
article-paragraph: Received This Morning, 1.10 o'clock. bbox=[550, 323, 642, 330]
article-paragraph: On the motion of Mr G. R. Sykes, a hearty vote of thanks was passed to Mr Rait for his interesting address. bbox=[396, 1035, 524, 1058]
article-paragraph: Majority for Mr Masterman ... 184 bbox=[538, 396, 624, 403]
subheading: MASTERTON GUN CLUB. bbox=[135, 858, 240, 868]
article-paragraph: The river was black with small craft. bbox=[129, 745, 220, 752]
article-paragraph: Mr D. H. Rait, M.R.C.V.S., of Palmerston North, delivered a lecture in Murray's Hall, Masterton, on Saturday night, before a large number of farmers, on the subject of diseases in stock. Mr St. Morrison (President of the A. and P. Association) occupied the chair, and briefly introduced the lecturer, whose address was illustrated by lantern slides, manipulated by Mr A. Snowball. bbox=[532, 584, 660, 647]
article-paragraph: The press welcome Mr Asquith's remarks as bestowing on a solution of the crisis, and state that Britain is determined to end a dangerous situation. bbox=[396, 430, 524, 453]
